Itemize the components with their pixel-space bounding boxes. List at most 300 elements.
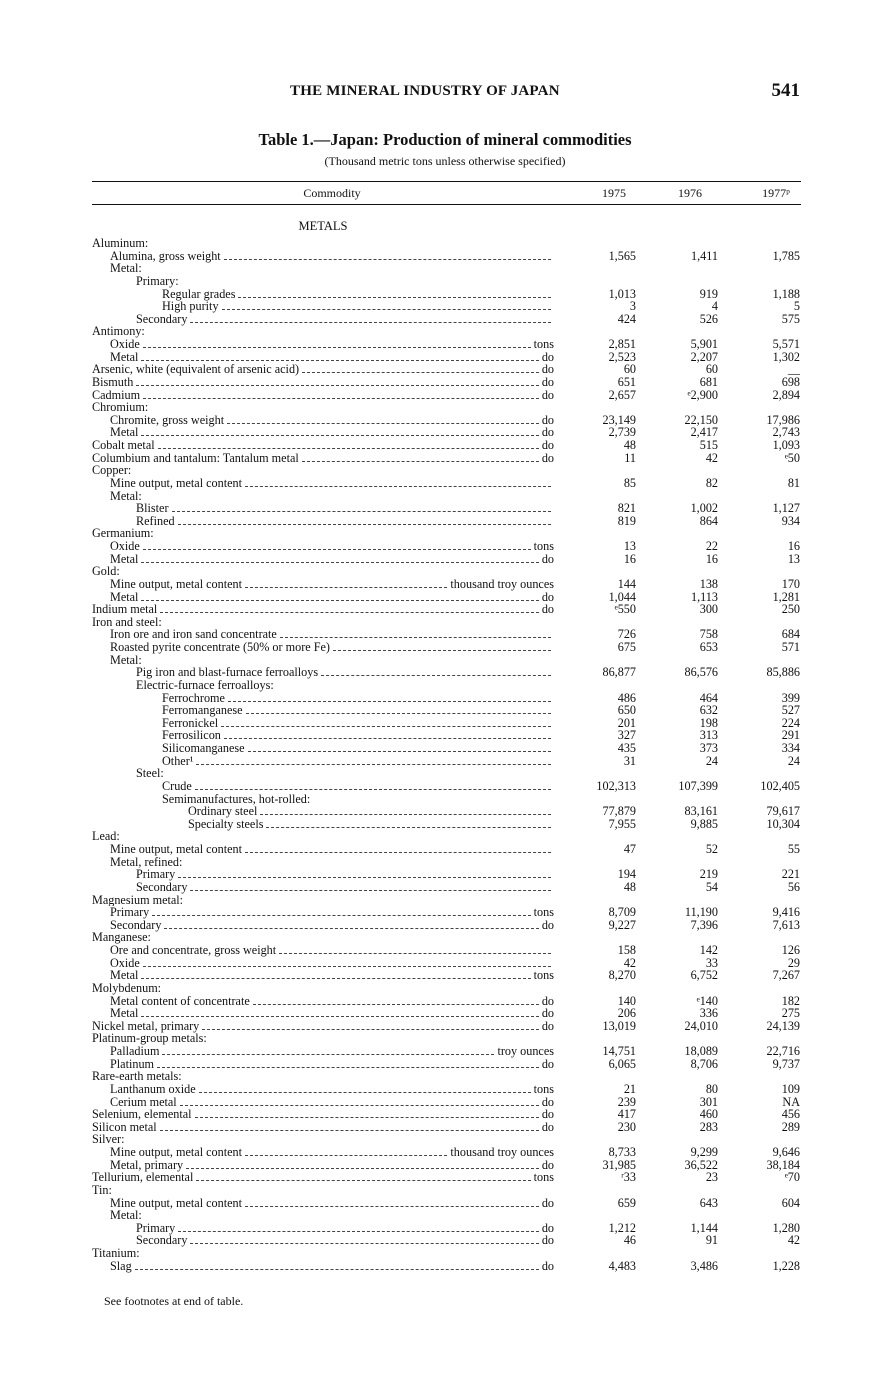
value-1977: 456: [781, 1107, 800, 1122]
commodity-name: Mine output, metal content: [110, 577, 243, 591]
commodity-name: Metal, refined:: [110, 855, 183, 869]
value-1977: 126: [781, 943, 800, 957]
dot-leader: [195, 789, 551, 790]
commodity-label: [92, 982, 554, 995]
value-1975: 6,065: [608, 1056, 636, 1071]
commodity-label: [92, 464, 554, 477]
table-row: [92, 919, 812, 932]
commodity-label: [92, 389, 554, 402]
value-1975: 3: [629, 299, 636, 314]
commodity-name: Molybdenum:: [92, 981, 162, 995]
value-1975: 201: [617, 715, 636, 730]
table-row: [92, 1197, 812, 1210]
value-1977: 334: [781, 741, 800, 755]
value-1975: 8,709: [608, 905, 636, 920]
value-1977: 289: [781, 1119, 800, 1134]
value-1976: ᵉ2,900: [687, 387, 718, 402]
column-header-commodity: Commodity: [303, 186, 361, 200]
commodity-name: Copper:: [92, 464, 132, 477]
commodity-label: [92, 603, 554, 616]
commodity-name: Metal, primary: [110, 1158, 184, 1172]
value-1977: 42: [787, 1233, 800, 1248]
commodity-label: [136, 679, 554, 692]
value-1976: 42: [705, 450, 718, 465]
table-row: [92, 351, 812, 364]
commodity-label: [92, 1184, 554, 1197]
commodity-label: [92, 439, 554, 452]
commodity-label: [110, 1083, 554, 1096]
value-1977: 571: [781, 640, 800, 654]
value-1976: ᵉ140: [696, 993, 718, 1008]
table-row: [92, 338, 812, 351]
commodity-label: [110, 426, 554, 439]
value-1977: 1,785: [772, 248, 800, 263]
commodity-label: [110, 919, 554, 932]
commodity-name: Mine output, metal content: [110, 1146, 243, 1159]
unit-label: do: [541, 1158, 554, 1172]
dot-leader: [280, 637, 551, 638]
commodity-label: [92, 527, 554, 540]
table-row: [92, 250, 812, 263]
table-row: [92, 641, 812, 654]
commodity-name: Mine output, metal content: [110, 843, 243, 856]
commodity-label: [136, 868, 554, 881]
unit-label: do: [541, 1120, 554, 1134]
commodity-label: [162, 288, 554, 301]
value-1975: 1,044: [608, 589, 636, 604]
commodity-label: [110, 641, 554, 654]
unit-label: tons: [533, 1171, 554, 1185]
value-1977: 85,886: [766, 665, 800, 680]
commodity-name: Iron and steel:: [92, 615, 162, 629]
commodity-label: [110, 1007, 554, 1020]
table-row: [92, 1058, 812, 1071]
value-1977: 9,646: [772, 1145, 800, 1159]
commodity-label: [92, 237, 554, 250]
value-1976: 54: [705, 879, 718, 894]
commodity-name: Specialty steels: [188, 817, 264, 831]
value-1976: 198: [699, 715, 718, 730]
dot-leader: [190, 322, 551, 323]
commodity-label: [136, 1234, 554, 1247]
value-1975: 1,013: [608, 286, 636, 301]
dot-leader: [141, 562, 538, 563]
value-1976: 33: [705, 955, 718, 970]
table-row: [92, 1007, 812, 1020]
commodity-label: [110, 969, 554, 982]
dot-leader: [245, 852, 551, 853]
table-row: [92, 742, 812, 755]
commodity-label: [162, 729, 554, 742]
value-1975: 86,877: [602, 665, 636, 680]
value-1975: 60: [623, 362, 636, 377]
value-1976: 632: [699, 703, 718, 718]
dot-leader: [158, 448, 539, 449]
value-1977: 684: [781, 627, 800, 642]
value-1975: 23,149: [602, 412, 636, 427]
dot-leader: [135, 1269, 539, 1270]
commodity-name: Tin:: [92, 1183, 112, 1197]
table-row: [92, 553, 812, 566]
column-header-1975: 1975: [602, 186, 626, 200]
table-row: [92, 767, 812, 780]
value-1976: 23: [705, 1170, 718, 1185]
table-row: [92, 288, 812, 301]
value-1975: 2,657: [608, 387, 636, 402]
commodity-name: Aluminum:: [92, 237, 149, 250]
value-1976: 22: [705, 539, 718, 553]
dot-leader: [202, 1029, 539, 1030]
value-1977: 102,405: [760, 778, 800, 793]
dot-leader: [224, 259, 551, 260]
commodity-label: [136, 767, 554, 780]
header-rule: [92, 204, 801, 205]
value-1977: 527: [781, 703, 800, 718]
unit-label: tons: [533, 1082, 554, 1096]
dot-leader: [143, 398, 539, 399]
commodity-label: [110, 1146, 554, 1159]
table-row: [92, 1234, 812, 1247]
value-1977: 1,281: [772, 589, 800, 604]
value-1977: 698: [781, 374, 800, 389]
value-1977: 16: [787, 539, 800, 553]
commodity-label: [110, 1260, 554, 1273]
commodity-name: Metal: [110, 552, 139, 566]
table-row: [92, 1146, 812, 1159]
value-1976: 24,010: [684, 1018, 718, 1033]
value-1977: ᵉ70: [784, 1170, 800, 1185]
value-1975: 140: [617, 993, 636, 1008]
running-head: THE MINERAL INDUSTRY OF JAPAN: [290, 83, 560, 99]
value-1976: 2,417: [690, 425, 718, 440]
unit-label: do: [541, 451, 554, 465]
value-1976: 6,752: [690, 968, 718, 983]
commodity-name: Metal: [110, 350, 139, 364]
commodity-name: Antimony:: [92, 325, 145, 338]
value-1975: 11: [624, 450, 636, 465]
commodity-name: Mine output, metal content: [110, 1196, 243, 1210]
value-1977: 7,267: [772, 968, 800, 983]
commodity-label: [110, 1096, 554, 1109]
value-1975: 16: [623, 551, 636, 566]
commodity-name: Silver:: [92, 1133, 125, 1146]
value-1976: 300: [699, 602, 718, 617]
page-number: 541: [771, 80, 800, 101]
value-1976: 336: [699, 1006, 718, 1021]
commodity-name: Ferrochrome: [162, 691, 225, 705]
unit-label: do: [541, 603, 554, 617]
commodity-label: [110, 654, 554, 667]
commodity-name: Metal: [110, 969, 139, 983]
commodity-label: [110, 262, 554, 275]
value-1977: ᵉ50: [784, 450, 800, 465]
dot-leader: [190, 1243, 538, 1244]
commodity-name: Cadmium: [92, 388, 141, 402]
value-1975: 48: [623, 879, 636, 894]
column-header-1976: 1976: [678, 186, 702, 200]
table-row: [92, 982, 812, 995]
table-row: [92, 830, 812, 843]
commodity-name: Primary: [110, 906, 150, 920]
value-1976: 52: [705, 842, 718, 856]
value-1975: 144: [617, 576, 636, 591]
value-1976: 5,901: [690, 337, 718, 351]
commodity-name: Silicon metal: [92, 1120, 157, 1134]
unit-label: do: [541, 1095, 554, 1109]
table-row: [92, 906, 812, 919]
value-1975: 230: [617, 1119, 636, 1134]
unit-label: do: [541, 439, 554, 452]
table-row: [92, 755, 812, 768]
value-1975: 46: [623, 1233, 636, 1248]
commodity-name: Crude: [162, 779, 192, 793]
value-1976: 138: [699, 576, 718, 591]
table-row: [92, 363, 812, 376]
commodity-name: Lanthanum oxide: [110, 1082, 196, 1096]
table-row: [92, 818, 812, 831]
unit-label: do: [541, 426, 554, 440]
dot-leader: [152, 915, 530, 916]
table-row: [92, 578, 812, 591]
value-1976: 9,299: [690, 1145, 718, 1159]
dot-leader: [143, 966, 551, 967]
commodity-label: [92, 1108, 554, 1121]
commodity-label: [188, 818, 554, 831]
commodity-name: Oxide: [110, 540, 140, 553]
commodity-name: Ferronickel: [162, 716, 219, 730]
value-1976: 1,144: [690, 1220, 718, 1235]
dot-leader: [221, 726, 551, 727]
value-1976: 653: [699, 640, 718, 654]
value-1975: 435: [617, 741, 636, 755]
table-row: [92, 439, 812, 452]
commodity-name: Platinum-group metals:: [92, 1032, 207, 1045]
value-1975: 424: [617, 311, 636, 326]
value-1975: 651: [617, 374, 636, 389]
commodity-label: [136, 502, 554, 515]
commodity-name: Mine output, metal content: [110, 476, 243, 490]
commodity-name: Columbium and tantalum: Tantalum metal: [92, 451, 299, 465]
value-1976: 36,522: [684, 1157, 718, 1172]
unit-label: thousand troy ounces: [450, 1146, 554, 1159]
dot-leader: [245, 1206, 539, 1207]
value-1977: 109: [781, 1081, 800, 1096]
value-1975: 31: [623, 753, 636, 768]
value-1977: 1,093: [772, 438, 800, 452]
table-row: [92, 1222, 812, 1235]
dot-leader: [141, 978, 530, 979]
table-row: [92, 262, 812, 275]
value-1976: 373: [699, 741, 718, 755]
value-1976: 11,190: [684, 905, 718, 920]
table-row: [92, 1171, 812, 1184]
dot-leader: [245, 1155, 447, 1156]
value-1976: 464: [699, 690, 718, 705]
value-1976: 9,885: [690, 816, 718, 831]
table-row: [92, 780, 812, 793]
value-1976: 283: [699, 1119, 718, 1134]
commodity-name: Metal:: [110, 489, 142, 503]
unit-label: do: [541, 388, 554, 402]
commodity-name: Metal: [110, 426, 139, 440]
table-row: [92, 679, 812, 692]
commodity-name: Metal: [110, 1007, 139, 1021]
commodity-name: Metal:: [110, 653, 142, 667]
value-1977: 5,571: [772, 337, 800, 351]
value-1975: 194: [617, 867, 636, 882]
value-1977: 9,737: [772, 1056, 800, 1071]
commodity-label: [110, 995, 554, 1008]
value-1977: 2,894: [772, 387, 800, 402]
dot-leader: [245, 587, 447, 588]
table-row: [92, 1108, 812, 1121]
commodity-label: [110, 944, 554, 957]
commodity-name: Ore and concentrate, gross weight: [110, 944, 277, 957]
value-1976: 16: [705, 551, 718, 566]
top-rule: [92, 181, 801, 182]
commodity-label: [110, 1209, 554, 1222]
commodity-name: Oxide: [110, 338, 140, 351]
value-1975: 158: [617, 943, 636, 957]
commodity-name: Steel:: [136, 767, 164, 780]
unit-label: do: [541, 1007, 554, 1021]
commodity-label: [110, 490, 554, 503]
commodity-label: [110, 477, 554, 490]
value-1977: NA: [782, 1094, 800, 1109]
value-1975: 819: [617, 513, 636, 528]
commodity-label: [110, 553, 554, 566]
commodity-name: Metal content of concentrate: [110, 994, 250, 1008]
table-row: [92, 881, 812, 894]
table-row: [92, 1045, 812, 1058]
unit-label: do: [541, 1234, 554, 1248]
value-1977: 1,302: [772, 349, 800, 364]
unit-label: do: [541, 1057, 554, 1071]
dot-leader: [164, 928, 538, 929]
dot-leader: [222, 309, 551, 310]
value-1976: 2,207: [690, 349, 718, 364]
commodity-name: Electric-furnace ferroalloys:: [136, 678, 274, 692]
dot-leader: [190, 890, 551, 891]
value-1976: 18,089: [684, 1044, 718, 1058]
value-1975: 9,227: [608, 917, 636, 932]
dot-leader: [227, 423, 539, 424]
value-1975: 13: [623, 539, 636, 553]
dot-leader: [199, 1092, 531, 1093]
commodity-name: Oxide: [110, 956, 140, 970]
value-1977: 399: [781, 690, 800, 705]
value-1977: 24: [787, 753, 800, 768]
commodity-label: [92, 1032, 554, 1045]
value-1977: 604: [781, 1195, 800, 1210]
dot-leader: [238, 297, 551, 298]
commodity-name: Germanium:: [92, 527, 154, 540]
commodity-label: [110, 957, 554, 970]
table-row: [92, 805, 812, 818]
dot-leader: [302, 461, 539, 462]
value-1977: 221: [781, 867, 800, 882]
table-row: [92, 868, 812, 881]
commodity-name: Chromite, gross weight: [110, 413, 225, 427]
commodity-name: Magnesium metal:: [92, 893, 184, 907]
value-1976: 86,576: [684, 665, 718, 680]
commodity-name: Roasted pyrite concentrate (50% or more Fe): [110, 641, 330, 654]
value-1977: 575: [781, 311, 800, 326]
value-1976: 60: [705, 362, 718, 377]
commodity-label: [92, 325, 554, 338]
unit-label: tons: [533, 969, 554, 983]
value-1975: 102,313: [596, 778, 636, 793]
value-1975: 486: [617, 690, 636, 705]
table-row: [92, 452, 812, 465]
commodity-label: [92, 363, 554, 376]
dot-leader: [172, 511, 552, 512]
commodity-name: Silicomanganese: [162, 742, 245, 755]
value-1975: 2,739: [608, 425, 636, 440]
value-1976: 1,411: [691, 248, 718, 263]
dot-leader: [160, 1130, 539, 1131]
dot-leader: [245, 486, 551, 487]
commodity-name: Manganese:: [92, 931, 151, 944]
dot-leader: [228, 701, 551, 702]
value-1977: 1,280: [772, 1220, 800, 1235]
commodity-name: Bismuth: [92, 375, 134, 389]
value-1977: 7,613: [772, 917, 800, 932]
value-1975: 659: [617, 1195, 636, 1210]
dot-leader: [260, 814, 551, 815]
unit-label: troy ounces: [497, 1045, 554, 1058]
value-1976: 758: [699, 627, 718, 642]
commodity-label: [92, 1133, 554, 1146]
value-1976: 82: [705, 475, 718, 490]
commodity-name: Lead:: [92, 830, 120, 843]
value-1977: __: [787, 362, 800, 377]
value-1975: 42: [623, 955, 636, 970]
table-row: [92, 1121, 812, 1134]
dot-leader: [141, 1016, 538, 1017]
value-1976: 864: [699, 513, 718, 528]
table-row: [92, 1020, 812, 1033]
dot-leader: [141, 600, 538, 601]
dot-leader: [253, 1004, 539, 1005]
unit-label: do: [541, 1259, 554, 1273]
dot-leader: [248, 751, 551, 752]
commodity-label: [110, 843, 554, 856]
commodity-name: Cerium metal: [110, 1095, 177, 1109]
value-1977: 22,716: [766, 1044, 800, 1058]
value-1977: 13: [787, 551, 800, 566]
commodity-name: Ordinary steel: [188, 805, 258, 819]
unit-label: do: [541, 1221, 554, 1235]
unit-label: do: [541, 375, 554, 389]
footnote: See footnotes at end of table.: [104, 1294, 244, 1308]
commodity-name: Secondary: [110, 918, 162, 932]
table-row: [92, 565, 812, 578]
value-1977: 29: [787, 955, 800, 970]
table-row: [92, 843, 812, 856]
table-row: [92, 1260, 812, 1273]
table-row: [92, 275, 812, 288]
commodity-label: [92, 830, 554, 843]
dot-leader: [186, 1168, 539, 1169]
value-1975: ʳ33: [621, 1170, 636, 1185]
value-1977: 2,743: [772, 425, 800, 440]
commodity-label: [92, 1020, 554, 1033]
commodity-label: [162, 704, 554, 717]
table-row: [92, 1159, 812, 1172]
commodity-name: Blister: [136, 502, 169, 516]
value-1975: 4,483: [608, 1258, 636, 1273]
